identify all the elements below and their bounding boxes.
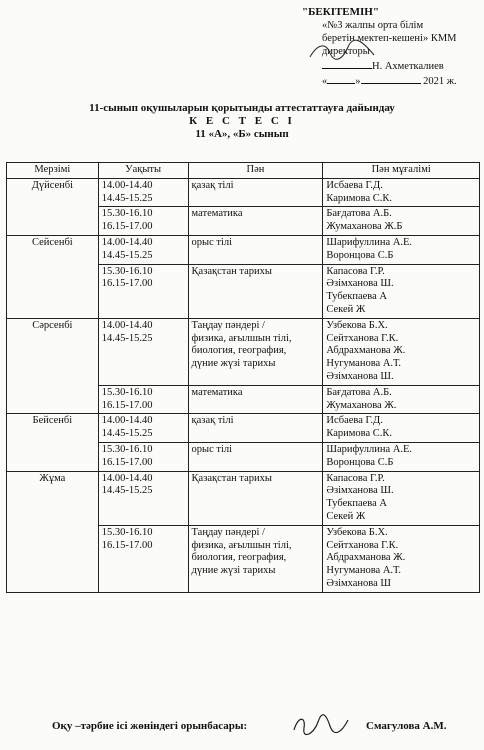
header-line-2: К Е С Т Е С І: [189, 115, 295, 127]
director-signature-icon: [308, 39, 378, 63]
teacher-cell: [323, 264, 480, 318]
time-cell-line: 14.00-14.40: [101, 319, 153, 331]
time-cell: [98, 264, 188, 318]
time-cell-line: 14.45-15.25: [101, 249, 153, 261]
col-header-date: Мерзімі: [7, 163, 99, 179]
approval-director: директоры: [302, 45, 482, 58]
teacher-cell: [323, 318, 480, 385]
time-cell-line: 14.00-14.40: [101, 236, 153, 248]
time-cell: [98, 207, 188, 236]
teacher-cell: [323, 442, 480, 471]
teacher-cell-line: Исбаева Г.Д.: [326, 179, 383, 191]
col-header-time: Уақыты: [98, 163, 188, 179]
time-cell-line: 16.15-17.00: [101, 221, 153, 233]
subject-cell-line: Таңдау пәндері /: [191, 526, 265, 538]
subject-cell-line: дүние жүзі тарихы: [191, 565, 276, 577]
time-cell-line: 15.30-16.10: [101, 208, 153, 220]
teacher-cell-line: Нугуманова А.Т.: [326, 358, 402, 370]
col-header-teacher: Пән мұғалімі: [323, 163, 480, 179]
teacher-cell-line: Абдрахманова Ж.: [326, 552, 406, 564]
teacher-cell-line: Әзімханова Ш.: [326, 370, 394, 382]
approval-line-1: «№3 жалпы орта білім: [322, 20, 424, 31]
teacher-cell-line: Әзімханова Ш.: [326, 485, 394, 497]
subject-cell: [188, 442, 323, 471]
approval-block: [302, 6, 482, 88]
time-cell-line: 15.30-16.10: [101, 526, 153, 538]
subject-cell-line: Таңдау пәндері /: [191, 319, 265, 331]
footer-name: Смагулова А.М.: [366, 720, 447, 732]
table-row: [7, 414, 480, 443]
teacher-cell-line: Воронцова С.Б: [326, 456, 394, 468]
teacher-cell-line: Исбаева Г.Д.: [326, 415, 383, 427]
teacher-cell: [323, 414, 480, 443]
subject-cell: [188, 264, 323, 318]
subject-cell-line: орыс тілі: [191, 236, 233, 248]
subject-cell-line: дүние жүзі тарихы: [191, 358, 276, 370]
time-cell-line: 14.45-15.25: [101, 192, 153, 204]
teacher-cell-line: Әзімханова Ш.: [326, 278, 394, 290]
time-cell: [98, 414, 188, 443]
table-row: [7, 318, 480, 385]
table-row: [7, 178, 480, 207]
teacher-cell-line: Сейтханова Г.К.: [326, 332, 399, 344]
approval-date: « » 2021 ж.: [302, 73, 482, 88]
time-cell-line: 14.00-14.40: [101, 415, 153, 427]
teacher-cell-line: Секей Ж: [326, 303, 366, 315]
time-cell-line: 16.15-17.00: [101, 456, 153, 468]
day-cell: Сәрсенбі: [7, 318, 99, 414]
teacher-cell: [323, 207, 480, 236]
subject-cell-line: биология, география,: [191, 345, 287, 357]
teacher-cell-line: Тубекпаева А: [326, 291, 387, 303]
subject-cell-line: физика, ағылшын тілі,: [191, 332, 292, 344]
subject-cell-line: математика: [191, 208, 243, 220]
subject-cell-line: математика: [191, 386, 243, 398]
teacher-cell-line: Каримова С.К.: [326, 428, 393, 440]
subject-cell: [188, 471, 323, 525]
time-cell: [98, 471, 188, 525]
teacher-cell-line: Абдрахманова Ж.: [326, 345, 406, 357]
col-header-subject: Пән: [188, 163, 323, 179]
day-cell: Дүйсенбі: [7, 178, 99, 235]
approval-title: "БЕКІТЕМІН": [302, 6, 379, 18]
time-cell: [98, 525, 188, 592]
subject-cell: [188, 525, 323, 592]
document-header: [0, 102, 484, 141]
header-line-3: 11 «А», «Б» сынып: [195, 128, 289, 140]
teacher-cell-line: Узбекова Б.Х.: [326, 526, 388, 538]
time-cell: [98, 442, 188, 471]
teacher-cell-line: Каримова С.К.: [326, 192, 393, 204]
time-cell-line: 14.45-15.25: [101, 332, 153, 344]
subject-cell-line: Қазақстан тарихы: [191, 472, 272, 484]
time-cell: [98, 385, 188, 414]
subject-cell: [188, 178, 323, 207]
footer-role: Оқу –тәрбие ісі жөніндегі орынбасары:: [52, 720, 248, 732]
time-cell: [98, 235, 188, 264]
subject-cell-line: қазақ тілі: [191, 179, 234, 191]
teacher-cell: [323, 385, 480, 414]
teacher-cell-line: Секей Ж: [326, 510, 366, 522]
time-cell-line: 16.15-17.00: [101, 399, 153, 411]
teacher-cell: [323, 471, 480, 525]
subject-cell: [188, 235, 323, 264]
teacher-cell-line: Бағдатова А.Б.: [326, 386, 392, 398]
day-cell: Жұма: [7, 471, 99, 592]
approval-name: Н. Ахметкалиев: [302, 58, 482, 73]
time-cell-line: 14.45-15.25: [101, 428, 153, 440]
subject-cell: [188, 414, 323, 443]
teacher-cell-line: Узбекова Б.Х.: [326, 319, 388, 331]
teacher-cell-line: Воронцова С.Б: [326, 249, 394, 261]
time-cell-line: 16.15-17.00: [101, 278, 153, 290]
subject-cell-line: биология, география,: [191, 552, 287, 564]
time-cell: [98, 318, 188, 385]
teacher-cell: [323, 235, 480, 264]
teacher-cell-line: Жумаханова Ж.: [326, 399, 397, 411]
day-cell: Бейсенбі: [7, 414, 99, 471]
teacher-cell-line: Сейтханова Г.К.: [326, 539, 399, 551]
time-cell-line: 15.30-16.10: [101, 265, 153, 277]
time-cell: [98, 178, 188, 207]
time-cell-line: 14.45-15.25: [101, 485, 153, 497]
time-cell-line: 14.00-14.40: [101, 472, 153, 484]
subject-cell-line: орыс тілі: [191, 443, 233, 455]
subject-cell-line: Қазақстан тарихы: [191, 265, 272, 277]
teacher-cell-line: Шарифуллина А.Е.: [326, 236, 413, 248]
teacher-cell-line: Нугуманова А.Т.: [326, 565, 402, 577]
time-cell-line: 14.00-14.40: [101, 179, 153, 191]
time-cell-line: 16.15-17.00: [101, 539, 153, 551]
time-cell-line: 15.30-16.10: [101, 386, 153, 398]
table-row: [7, 235, 480, 264]
teacher-cell-line: Әзімханова Ш: [326, 577, 391, 589]
subject-cell: [188, 385, 323, 414]
subject-cell: [188, 207, 323, 236]
subject-cell-line: физика, ағылшын тілі,: [191, 539, 292, 551]
deputy-signature-icon: [290, 710, 350, 738]
teacher-cell-line: Жумаханова Ж.Б: [326, 221, 403, 233]
time-cell-line: 15.30-16.10: [101, 443, 153, 455]
teacher-cell: [323, 178, 480, 207]
teacher-cell: [323, 525, 480, 592]
subject-cell: [188, 318, 323, 385]
teacher-cell-line: Капасова Г.Р.: [326, 472, 385, 484]
teacher-cell-line: Шарифуллина А.Е.: [326, 443, 413, 455]
table-header-row: [7, 163, 480, 179]
header-line-1: 11-сынып оқушыларын қорытынды аттестаттауға дайындау: [89, 102, 395, 114]
schedule-table: [6, 162, 480, 593]
teacher-cell-line: Тубекпаева А: [326, 498, 387, 510]
teacher-cell-line: Бағдатова А.Б.: [326, 208, 392, 220]
table-row: [7, 471, 480, 525]
teacher-cell-line: Капасова Г.Р.: [326, 265, 385, 277]
subject-cell-line: қазақ тілі: [191, 415, 234, 427]
day-cell: Сейсенбі: [7, 235, 99, 318]
approval-line-2: беретін мектеп-кешені» КММ: [322, 33, 457, 44]
